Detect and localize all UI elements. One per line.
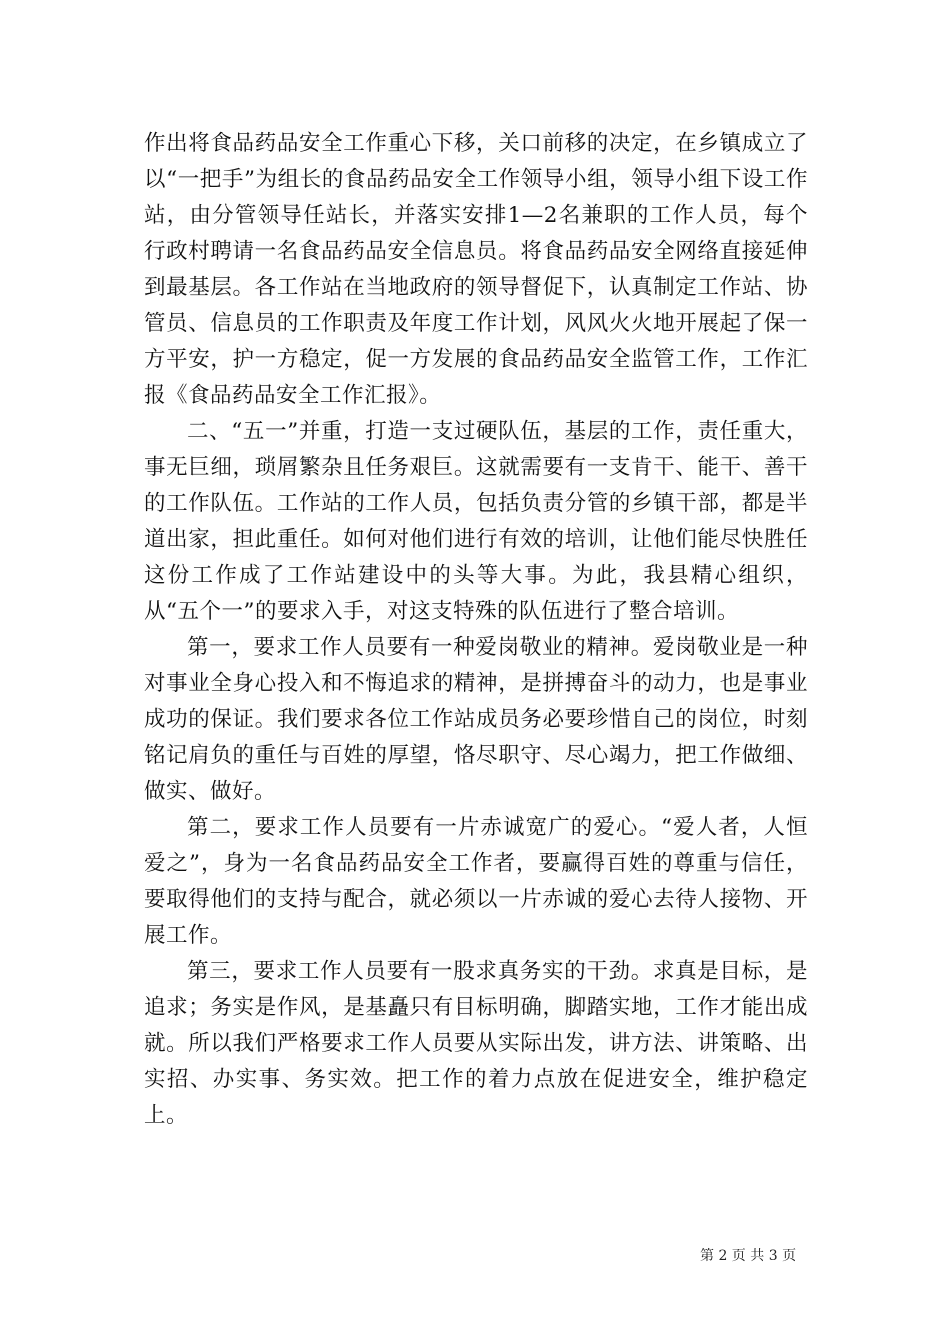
paragraph-first-requirement: 第一，要求工作人员要有一种爱岗敬业的精神。爱岗敬业是一种对事业全身心投入和不悔追求的精神，是拼搏奋斗的动力，也是事业成功的保证。我们要求各位工作站成员务必要珍惜自己的岗位，时刻铭记肩负的重任与百姓的厚望，恪尽职守、尽心竭力，把工作做细、做实、做好。 bbox=[144, 635, 808, 804]
paragraph-continuation: 作出将食品药品安全工作重心下移，关口前移的决定，在乡镇成立了以“一把手”为组长的食品药品安全工作领导小组，领导小组下设工作站，由分管领导任站长，并落实安排1—2名兼职的工作人员，每个行政村聘请一名食品药品安全信息员。将食品药品安全网络直接延伸到最基层。各工作站在当地政府的领导督促下，认真制定工作站、协管员、信息员的工作职责及年度工作计划，风风火火地开展起了保一方平安，护一方稳定，促一方发展的食品药品安全监管工作，工作汇报《食品药品安全工作汇报》。 bbox=[144, 131, 808, 408]
paragraph-section-two: 二、“五一”并重，打造一支过硬队伍，基层的工作，责任重大，事无巨细，琐屑繁杂且任务艰巨。这就需要有一支肯干、能干、善干的工作队伍。工作站的工作人员，包括负责分管的乡镇干部，都是半道出家，担此重任。如何对他们进行有效的培训，让他们能尽快胜任这份工作成了工作站建设中的头等大事。为此，我县精心组织，从“五个一”的要求入手，对这支特殊的队伍进行了整合培训。 bbox=[144, 419, 808, 624]
paragraph-third-requirement: 第三，要求工作人员要有一股求真务实的干劲。求真是目标，是追求；务实是作风，是基矗只有目标明确，脚踏实地，工作才能出成就。所以我们严格要求工作人员要从实际出发，讲方法、讲策略、出实招、办实事、务实效。把工作的着力点放在促进安全，维护稳定上。 bbox=[144, 959, 808, 1128]
page-number-footer: 第 2 页 共 3 页 bbox=[700, 1248, 797, 1264]
paragraph-second-requirement: 第二，要求工作人员要有一片赤诚宽广的爱心。“爱人者，人恒爱之”，身为一名食品药品安全工作者，要赢得百姓的尊重与信任，要取得他们的支持与配合，就必须以一片赤诚的爱心去待人接物、开展工作。 bbox=[144, 815, 808, 948]
document-body bbox=[144, 126, 808, 1134]
